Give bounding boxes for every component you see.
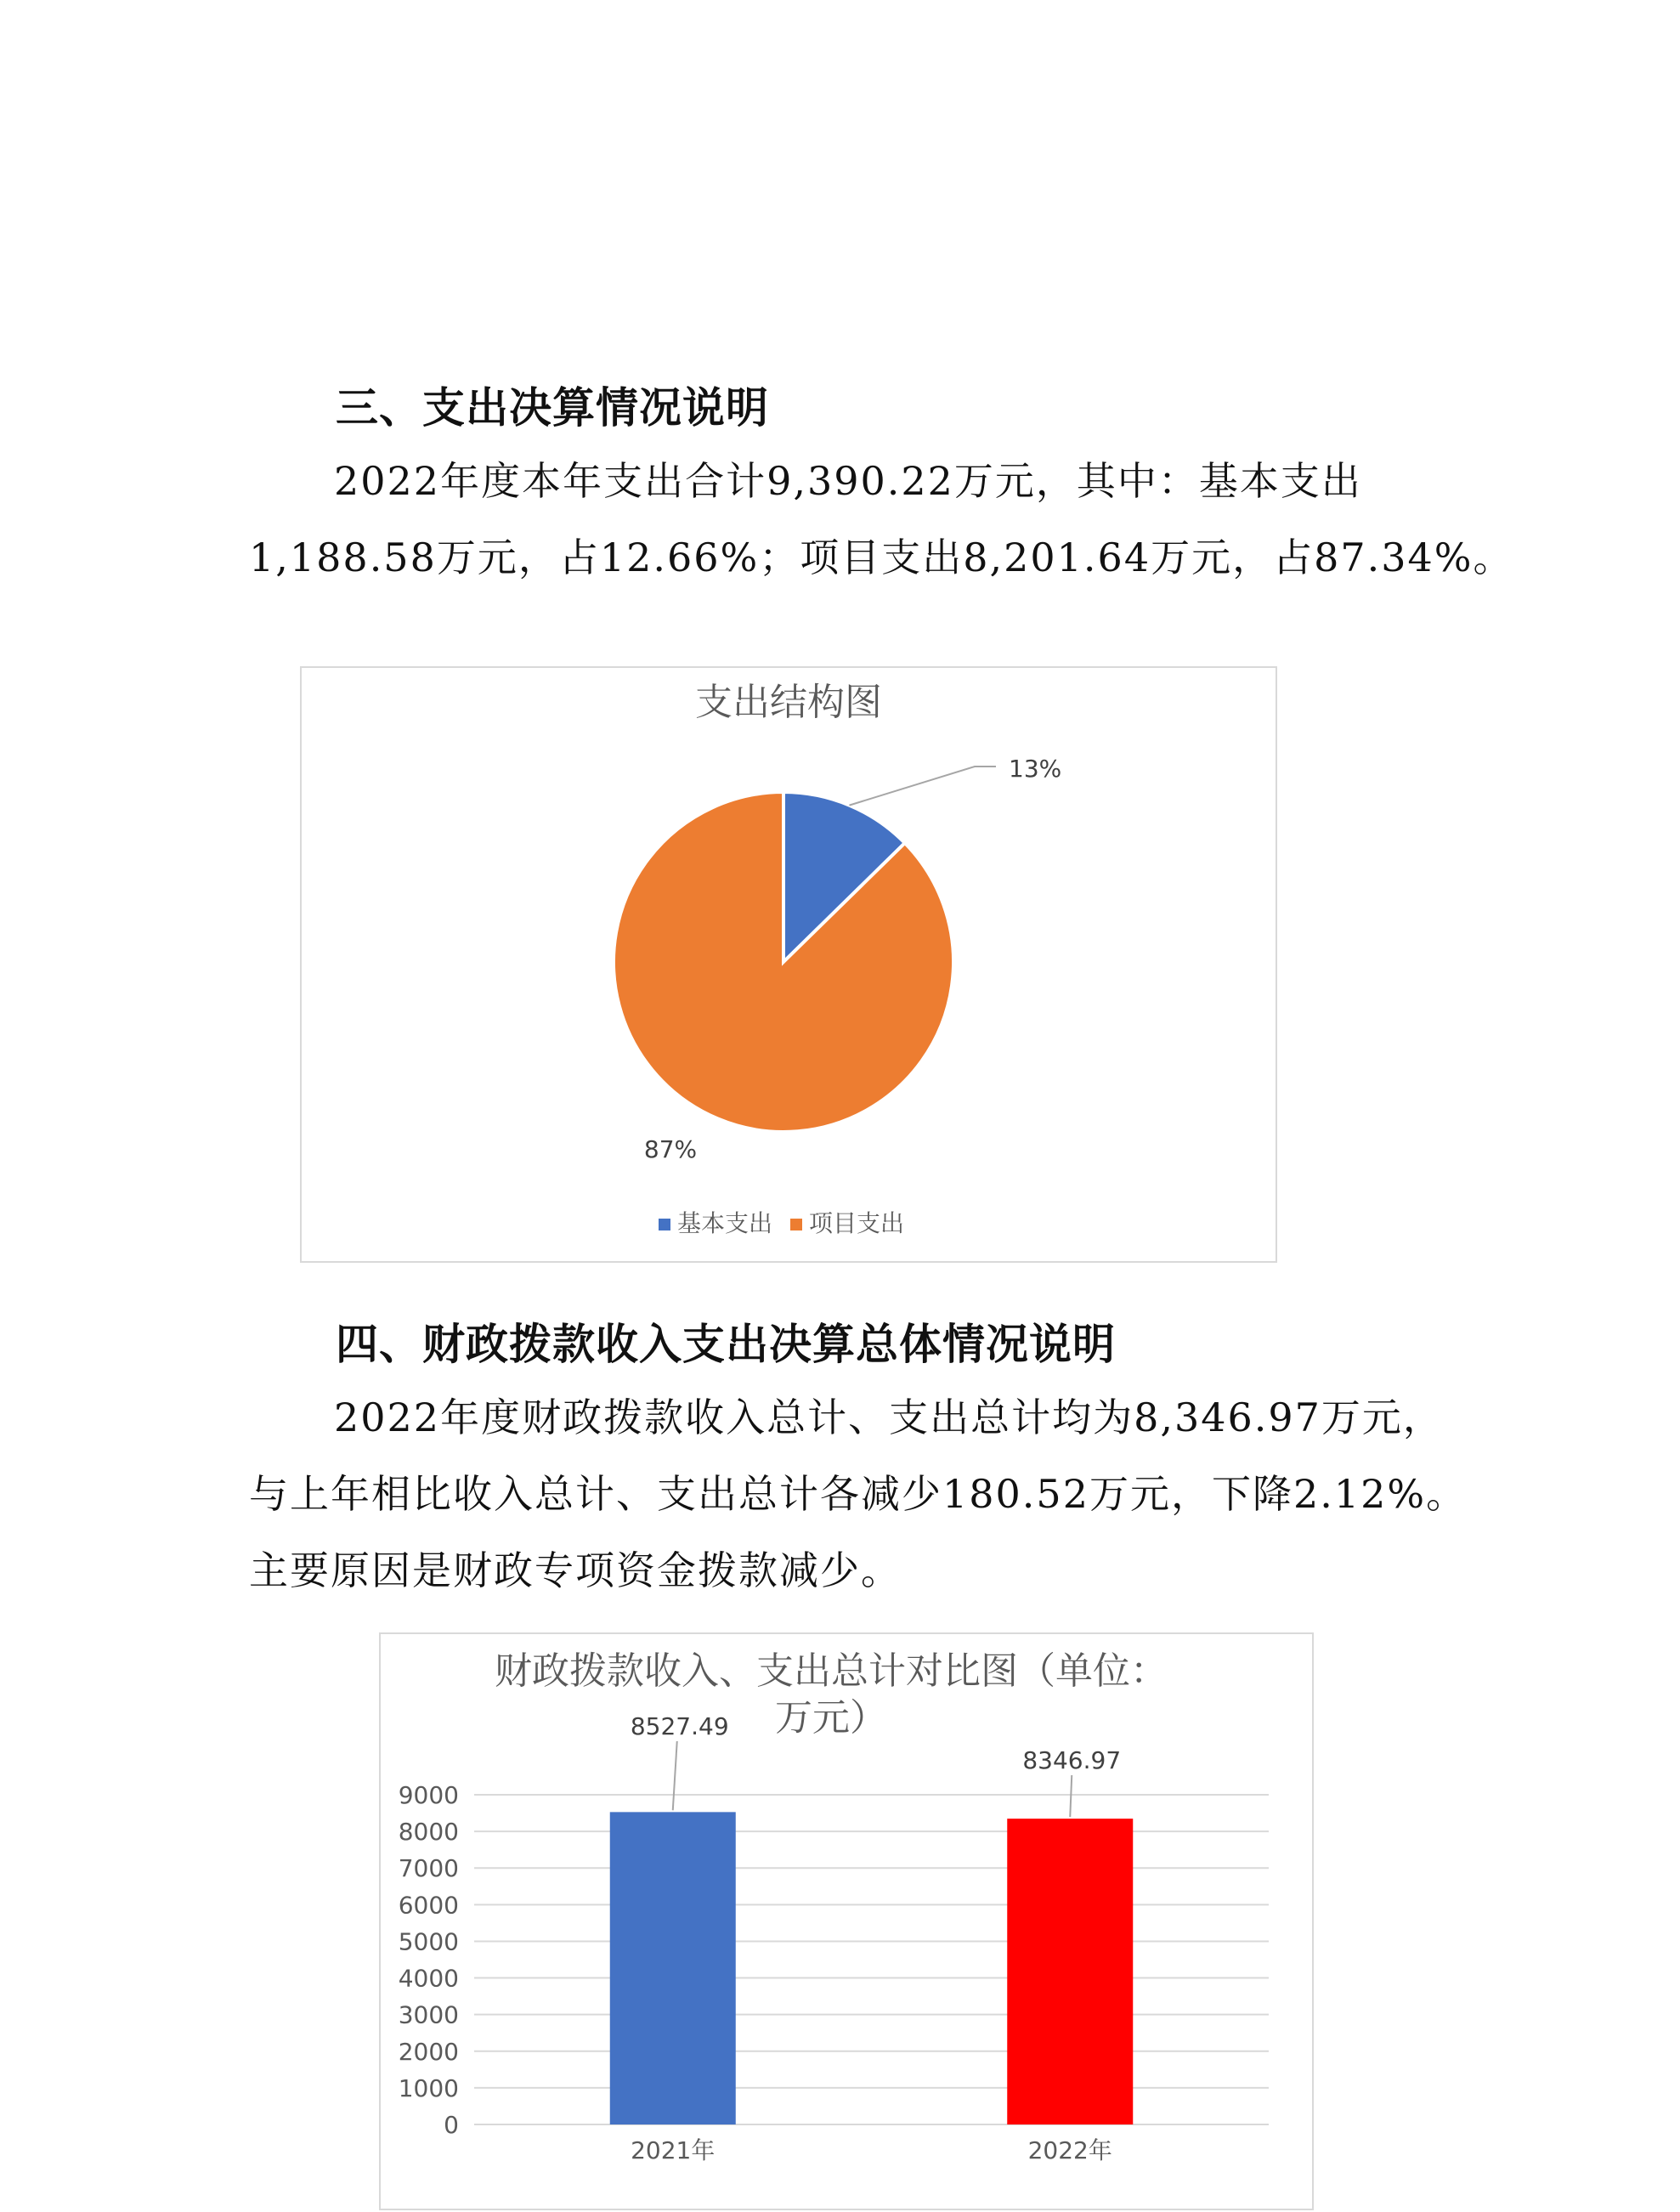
- section-3-paragraph-line-1: 2022年度本年支出合计9,390.22万元，其中：基本支出: [334, 458, 1362, 504]
- bar-y-tick-label: 4000: [398, 1964, 459, 1993]
- pie-chart-frame: [300, 666, 1277, 1263]
- pie-legend-swatch-2: [790, 1219, 802, 1230]
- bar-chart-title-line-2: 万元）: [775, 1696, 887, 1740]
- pie-leader-line: [849, 767, 996, 806]
- bar-label-leader-1: [673, 1741, 677, 1810]
- bar-value-label-2: 8346.97: [1022, 1746, 1122, 1774]
- bar-category-label-1: 2021年: [631, 2136, 716, 2164]
- pie-legend-label-2: 项目支出: [809, 1209, 905, 1237]
- bar-value-label-1: 8527.49: [630, 1712, 729, 1740]
- bar-chart-title-line-1: 财政拨款收入、支出总计对比图（单位：: [495, 1649, 1168, 1693]
- bar-y-tick-label: 5000: [398, 1927, 459, 1956]
- bar-label-leader-2: [1070, 1775, 1072, 1817]
- pie-data-label-2: 87%: [643, 1135, 698, 1163]
- bar-category-label-2: 2022年: [1027, 2136, 1112, 2164]
- section-4-paragraph-line-1: 2022年度财政拨款收入总计、支出总计均为8,346.97万元，: [334, 1395, 1444, 1440]
- pie-slice-2: [614, 792, 953, 1132]
- section-4-paragraph-line-3: 主要原因是财政专项资金拨款减少。: [249, 1547, 902, 1593]
- bar-chart-frame: [379, 1632, 1314, 2210]
- bar-y-tick-label: 7000: [398, 1854, 459, 1883]
- section-4-paragraph-line-2: 与上年相比收入总计、支出总计各减少180.52万元，下降2.12%。: [249, 1471, 1468, 1517]
- section-4-heading: 四、财政拨款收入支出决算总体情况说明: [336, 1320, 1116, 1369]
- section-3-paragraph-line-2: 1,188.58万元，占12.66%；项目支出8,201.64万元，占87.34%。: [249, 535, 1514, 580]
- bar-1: [610, 1812, 736, 2124]
- pie-legend-label-1: 基本支出: [677, 1209, 773, 1237]
- pie-chart: [302, 668, 1276, 1261]
- bar-y-tick-label: 6000: [398, 1891, 459, 1920]
- bar-y-tick-label: 1000: [398, 2073, 459, 2102]
- bar-y-tick-label: 8000: [398, 1818, 459, 1847]
- bar-y-tick-label: 0: [444, 2111, 459, 2139]
- bar-y-tick-label: 2000: [398, 2037, 459, 2066]
- bar-2: [1007, 1819, 1133, 2124]
- bar-y-tick-label: 3000: [398, 2000, 459, 2029]
- pie-data-label-1: 13%: [1009, 755, 1062, 783]
- pie-chart-title: 支出结构图: [695, 681, 882, 724]
- pie-legend-swatch-1: [659, 1219, 670, 1230]
- section-3-heading: 三、支出决算情况说明: [336, 383, 769, 433]
- bar-chart: [381, 1634, 1312, 2209]
- bar-y-tick-label: 9000: [398, 1781, 459, 1809]
